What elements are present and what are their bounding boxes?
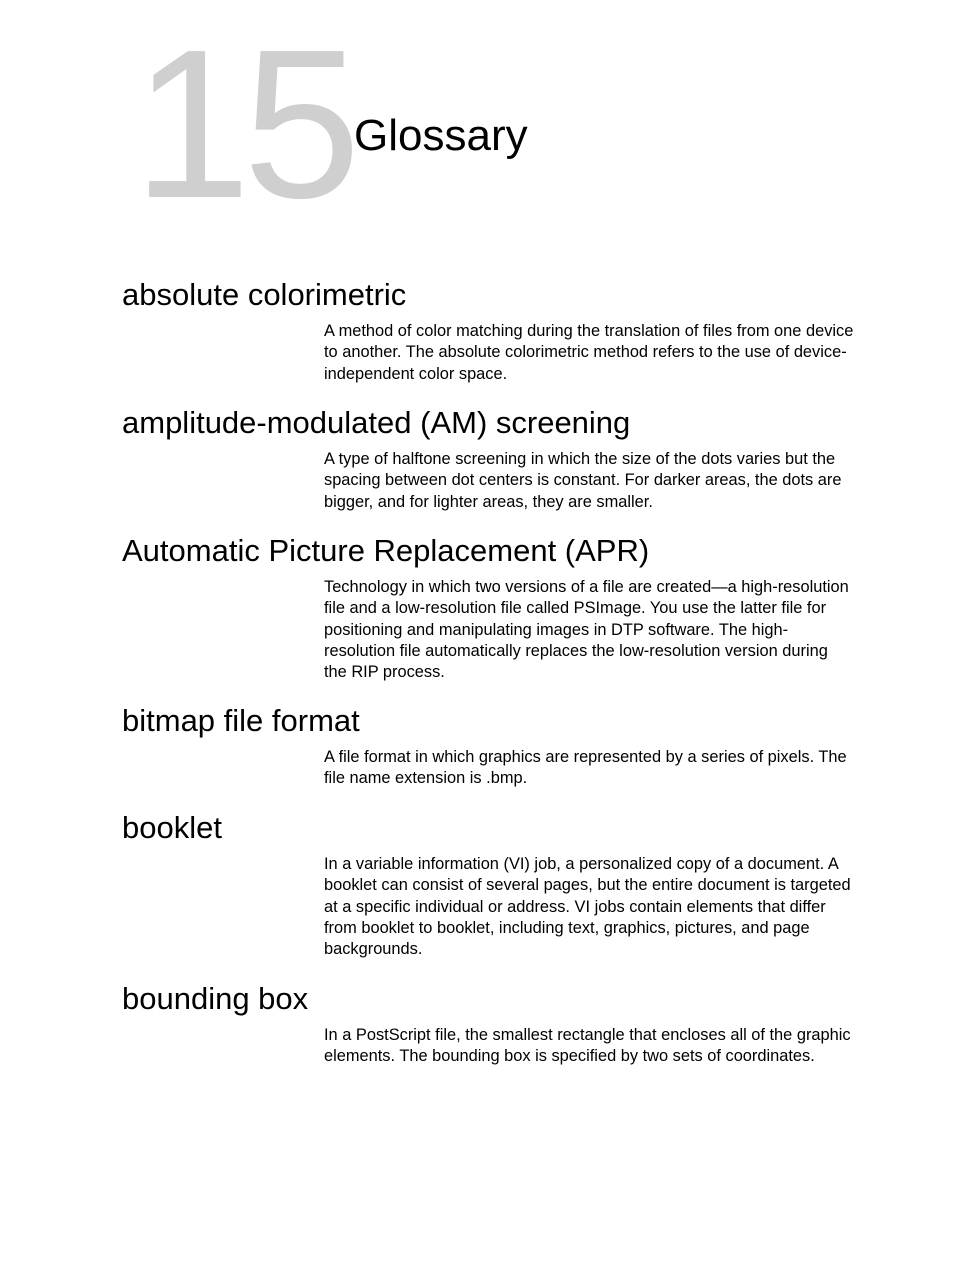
- glossary-definition: In a variable information (VI) job, a personalized copy of a document. A booklet can consist of several pages, but the entire document is targeted at a specific individual or address. VI jobs contain elements that differ from booklet to booklet, including text, graphics, pictures, and page backgrounds.: [324, 855, 851, 959]
- glossary-term: amplitude-modulated (AM) screening: [122, 405, 631, 440]
- glossary-definition: A method of color matching during the translation of files from one device to another. The absolute colorimetric method refers to the use of device-independent color space.: [324, 322, 854, 383]
- chapter-header: [0, 0, 954, 240]
- glossary-definition: A type of halftone screening in which the size of the dots varies but the spacing between dot centers is constant. For darker areas, the dots are bigger, and for lighter areas, they are smaller.: [324, 450, 842, 511]
- glossary-term: bitmap file format: [122, 703, 360, 738]
- glossary-definition: In a PostScript file, the smallest rectangle that encloses all of the graphic elements. The bounding box is specified by two sets of coordinates.: [324, 1026, 851, 1066]
- glossary-term: booklet: [122, 810, 222, 845]
- chapter-title: Glossary: [354, 111, 528, 160]
- glossary-term: Automatic Picture Replacement (APR): [122, 533, 650, 568]
- glossary-term: absolute colorimetric: [122, 277, 407, 312]
- glossary-term: bounding box: [122, 981, 309, 1016]
- glossary-definition: A file format in which graphics are represented by a series of pixels. The file name extension is .bmp.: [324, 748, 847, 788]
- chapter-number: 15: [133, 5, 353, 242]
- glossary-definition: Technology in which two versions of a file are created—a high-resolution file and a low-resolution file called PSImage. You use the latter file for positioning and manipulating images in DTP software. The high-resolution file automatically replaces the low-resolution version during the RIP process.: [324, 578, 849, 682]
